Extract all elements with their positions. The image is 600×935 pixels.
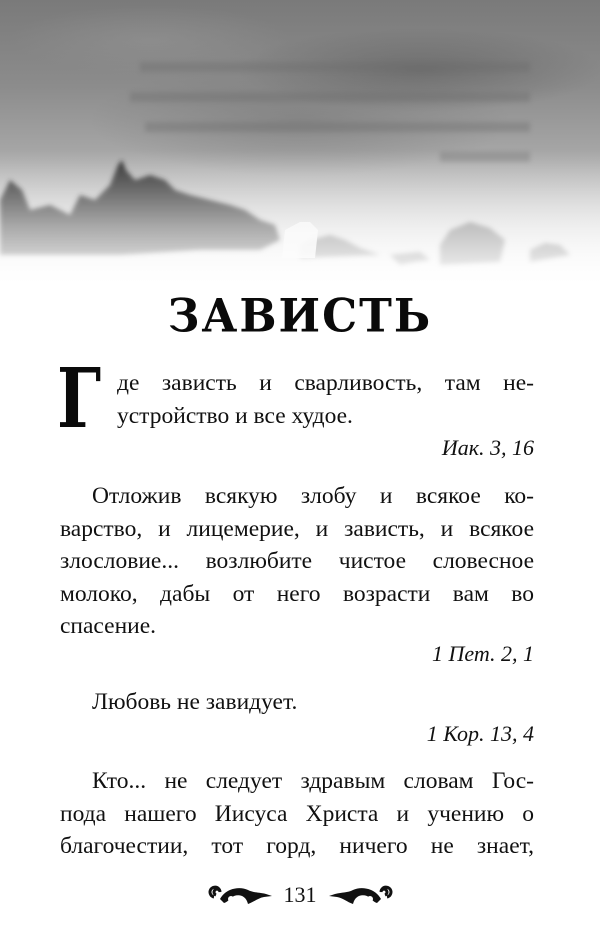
drop-cap-letter: Г [57, 351, 102, 447]
passage-line: спасение. [60, 613, 157, 639]
scroll-ornament-right-icon [327, 882, 395, 908]
passage-3 [60, 686, 534, 719]
page-title: ЗАВИСТЬ [167, 289, 433, 344]
passage-line: злословие... возлюбите чистое словесное [60, 548, 534, 574]
passage-1 [117, 367, 534, 432]
passage-2 [60, 480, 534, 643]
scripture-reference: 1 Пет. 2, 1 [431, 641, 534, 666]
header-photo [0, 0, 600, 290]
passage-line: пода нашего Иисуса Христа и учению о [60, 800, 534, 827]
page-number: 131 [283, 882, 317, 907]
passage-line: устройство и все худое. [117, 402, 353, 429]
passage-line: Кто... не следует здравым словам Гос- [92, 768, 534, 794]
passage-line: варство, и лицемерие, и зависть, и всякое [60, 515, 534, 542]
landscape-illustration [0, 0, 600, 290]
passage-line: де зависть и сварливость, там не- [117, 370, 534, 396]
passage-line: молоко, дабы от него возрасти вам во [60, 580, 534, 607]
passage-4 [60, 765, 534, 863]
scripture-reference: Иак. 3, 16 [441, 435, 534, 460]
passage-line: Любовь не завидует. [92, 689, 298, 715]
page-footer [0, 878, 600, 912]
passage-line: благочестии, тот горд, ничего не знает, [60, 833, 534, 859]
scroll-ornament-left-icon [206, 882, 274, 908]
scripture-reference: 1 Кор. 13, 4 [426, 721, 534, 746]
passage-line: Отложив всякую злобу и всякое ко- [92, 483, 534, 509]
